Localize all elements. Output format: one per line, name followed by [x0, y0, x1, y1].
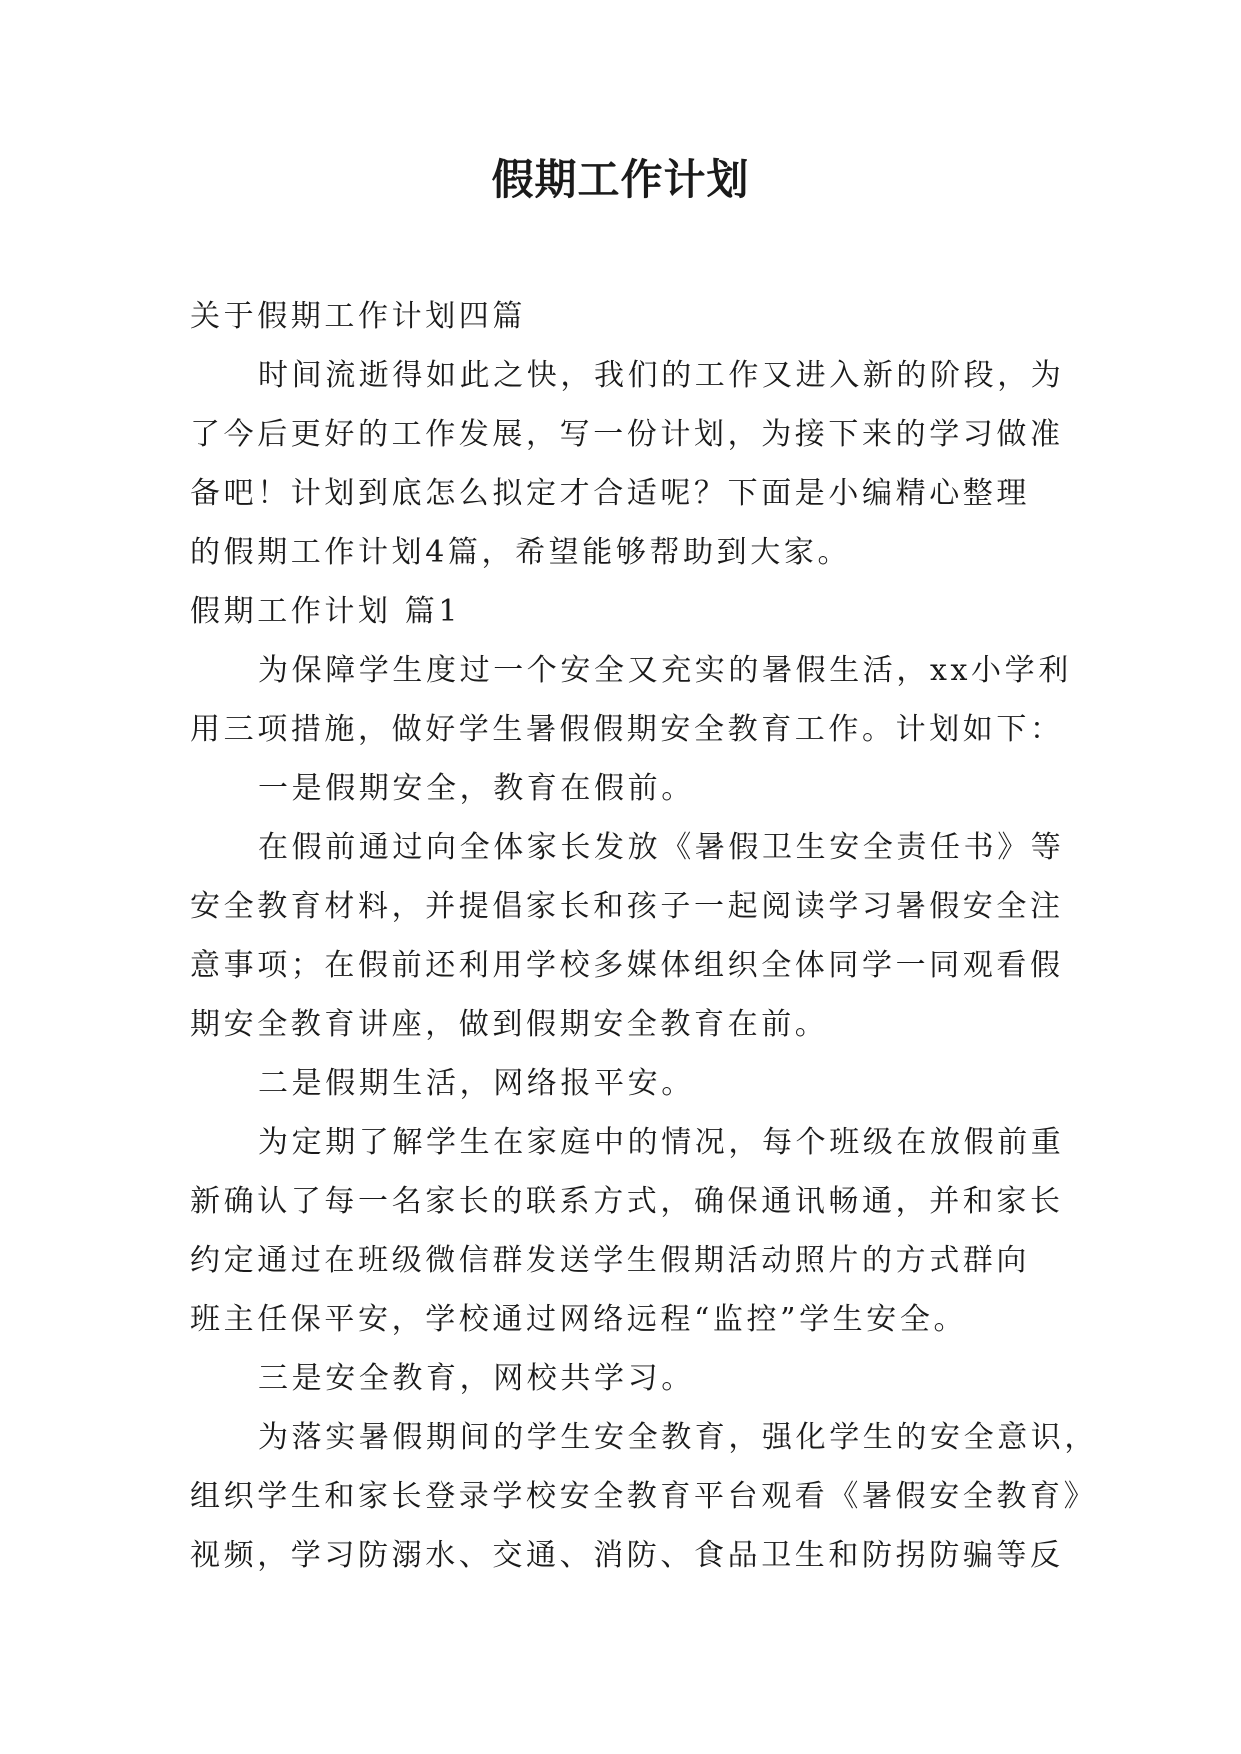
paragraph-line: 为定期了解学生在家庭中的情况，每个班级在放假前重: [258, 1125, 1065, 1160]
paragraph-line: 意事项；在假前还利用学校多媒体组织全体同学一同观看假: [190, 948, 1064, 983]
intro-paragraph-line: 了今后更好的工作发展，写一份计划，为接下来的学习做准: [190, 417, 1064, 452]
paragraph-line: 期安全教育讲座，做到假期安全教育在前。: [190, 1007, 829, 1042]
section-heading: 假期工作计划 篇1: [190, 594, 462, 629]
paragraph-line: 新确认了每一名家长的联系方式，确保通讯畅通，并和家长: [190, 1184, 1064, 1219]
document-body: [190, 287, 1098, 1585]
intro-paragraph-line: 时间流逝得如此之快，我们的工作又进入新的阶段，为: [258, 358, 1065, 393]
paragraph-line: 班主任保平安，学校通过网络远程“监控”学生安全。: [190, 1302, 968, 1337]
point-heading: 二是假期生活，网络报平安。: [258, 1066, 695, 1101]
document-title: 假期工作计划: [491, 155, 750, 204]
point-heading: 三是安全教育，网校共学习。: [258, 1361, 695, 1396]
subtitle-line: 关于假期工作计划四篇: [190, 299, 526, 334]
intro-paragraph-line: 备吧！计划到底怎么拟定才合适呢？下面是小编精心整理: [190, 476, 1030, 511]
paragraph-line: 约定通过在班级微信群发送学生假期活动照片的方式群向: [190, 1243, 1030, 1278]
paragraph-line: 为保障学生度过一个安全又充实的暑假生活，xx小学利: [258, 653, 1072, 688]
paragraph-line: 用三项措施，做好学生暑假假期安全教育工作。计划如下：: [190, 712, 1064, 747]
paragraph-line: 在假前通过向全体家长发放《暑假卫生安全责任书》等: [258, 830, 1065, 865]
intro-paragraph-line: 的假期工作计划4篇，希望能够帮助到大家。: [190, 535, 852, 570]
paragraph-line: 视频，学习防溺水、交通、消防、食品卫生和防拐防骗等反: [190, 1538, 1064, 1573]
point-heading: 一是假期安全，教育在假前。: [258, 771, 695, 806]
paragraph-line: 组织学生和家长登录学校安全教育平台观看《暑假安全教育》: [190, 1479, 1098, 1514]
paragraph-line: 为落实暑假期间的学生安全教育，强化学生的安全意识，: [258, 1420, 1098, 1455]
paragraph-line: 安全教育材料，并提倡家长和孩子一起阅读学习暑假安全注: [190, 889, 1064, 924]
